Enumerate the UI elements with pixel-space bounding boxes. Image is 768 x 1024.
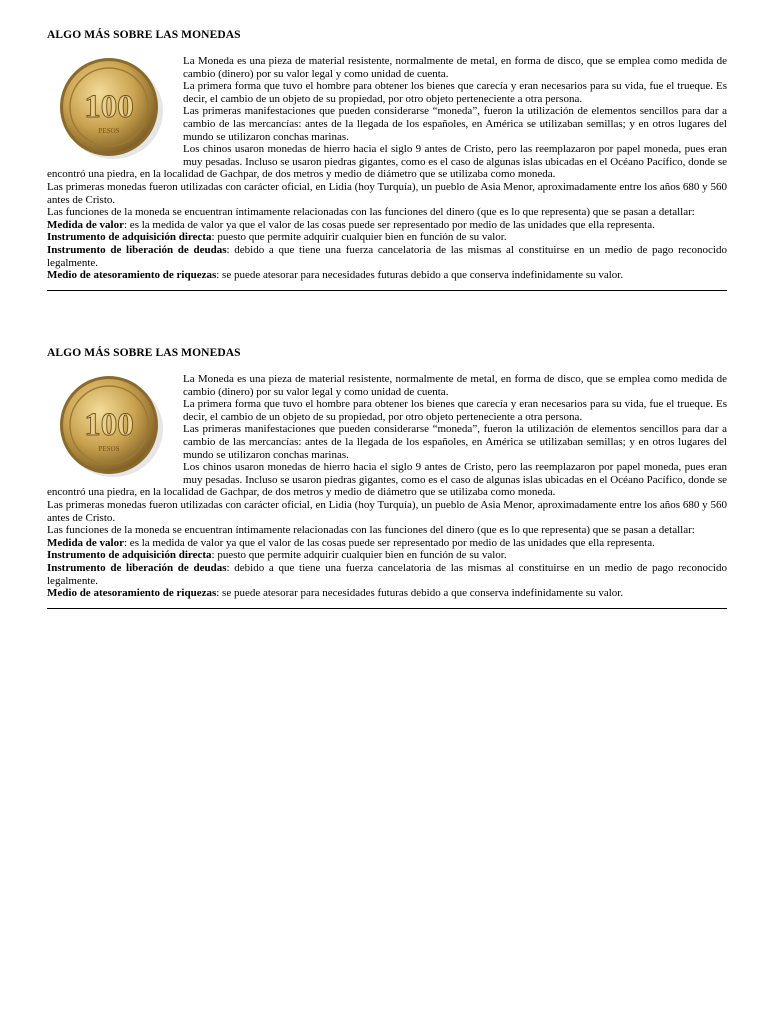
paragraph: La Moneda es una pieza de material resistente, normalmente de metal, en forma de disco, que se emplea como medida de cambio (dinero) por su valor legal y como unidad de cuenta. (183, 55, 727, 80)
function-item (47, 219, 727, 232)
section-divider (47, 608, 727, 609)
function-desc: : puesto que permite adquirir cualquier bien en función de su valor. (211, 231, 507, 244)
coin-numeral: 100 (84, 407, 134, 443)
function-term: Instrumento de liberación de deudas (47, 561, 227, 574)
function-desc: : es la medida de valor ya que el valor de las cosas puede ser representado por medio de las unidades que ella representa. (124, 218, 655, 231)
function-item (47, 587, 727, 600)
coin-image (55, 373, 167, 479)
function-term: Medio de atesoramiento de riquezas (47, 269, 217, 282)
coin-numeral: 100 (84, 89, 134, 125)
coin-word: PESOS (98, 445, 120, 453)
paragraph: La primera forma que tuvo el hombre para obtener los bienes que carecía y eran necesarios para su vida, fue el trueque. Es decir, el cambio de un objeto de su propiedad, por otro objeto perteneciente a otra persona. (183, 80, 727, 105)
section-title: ALGO MÁS SOBRE LAS MONEDAS (47, 29, 241, 41)
function-item (47, 537, 727, 550)
coin-section (47, 28, 727, 291)
function-item (47, 549, 727, 562)
paragraph: Las primeras manifestaciones que pueden considerarse “moneda”, fueron la utilización de elementos sencillos para dar a cambio de las mercancías: antes de la llegada de los españoles, en América se utilizaban semillas; y en otros lugares del mundo se utilizaron conchas marinas. (183, 105, 727, 143)
section-title: ALGO MÁS SOBRE LAS MONEDAS (47, 347, 241, 359)
function-term: Medida de valor (47, 536, 124, 549)
paragraph: Las funciones de la moneda se encuentran íntimamente relacionadas con las funciones del dinero (que es lo que representa) que se pasan a detallar: (47, 206, 695, 219)
function-item (47, 269, 727, 282)
section-body (47, 373, 727, 600)
function-item (47, 562, 727, 587)
function-item (47, 244, 727, 269)
section-divider (47, 290, 727, 291)
coin-image (55, 55, 167, 161)
paragraph: Las primeras monedas fueron utilizadas con carácter oficial, en Lidia (hoy Turquía), un pueblo de Asia Menor, aproximadamente entre los años 680 y 560 antes de Cristo. (47, 180, 727, 206)
function-desc: : debido a que tiene una fuerza cancelatoria de las mismas al constituirse en un medio de pago reconocido legalmente. (47, 243, 727, 269)
function-desc: : se puede atesorar para necesidades futuras debido a que conserva indefinidamente su valor. (216, 269, 624, 282)
function-term: Medio de atesoramiento de riquezas (47, 587, 217, 600)
function-term: Instrumento de adquisición directa (47, 549, 212, 562)
paragraph: La Moneda es una pieza de material resistente, normalmente de metal, en forma de disco, que se emplea como medida de cambio (dinero) por su valor legal y como unidad de cuenta. (183, 373, 727, 398)
paragraph: Los chinos usaron monedas de hierro hacia el siglo 9 antes de Cristo, pero las reemplazaron por papel moneda, pues eran muy pesadas. Incluso se usaron piedras gigantes, como es el caso de algunas islas ubicadas en el Océano Pacífico, donde se encontró una piedra, en la localidad de Gachpar, de dos metros y medio de diámetro que se utilizaba como moneda. (47, 461, 727, 499)
function-term: Medida de valor (47, 218, 124, 231)
paragraph: La primera forma que tuvo el hombre para obtener los bienes que carecía y eran necesarios para su vida, fue el trueque. Es decir, el cambio de un objeto de su propiedad, por otro objeto perteneciente a otra persona. (183, 398, 727, 423)
paragraph: Las primeras monedas fueron utilizadas con carácter oficial, en Lidia (hoy Turquía), un pueblo de Asia Menor, aproximadamente entre los años 680 y 560 antes de Cristo. (47, 498, 727, 524)
section-body (47, 55, 727, 282)
coin-word: PESOS (98, 127, 120, 135)
function-term: Instrumento de adquisición directa (47, 231, 212, 244)
paragraph: Los chinos usaron monedas de hierro hacia el siglo 9 antes de Cristo, pero las reemplazaron por papel moneda, pues eran muy pesadas. Incluso se usaron piedras gigantes, como es el caso de algunas islas ubicadas en el Océano Pacífico, donde se encontró una piedra, en la localidad de Gachpar, de dos metros y medio de diámetro que se utilizaba como moneda. (47, 143, 727, 181)
function-desc: : debido a que tiene una fuerza cancelatoria de las mismas al constituirse en un medio de pago reconocido legalmente. (47, 561, 727, 587)
function-desc: : es la medida de valor ya que el valor de las cosas puede ser representado por medio de las unidades que ella representa. (124, 536, 655, 549)
function-term: Instrumento de liberación de deudas (47, 243, 227, 256)
paragraph: Las primeras manifestaciones que pueden considerarse “moneda”, fueron la utilización de elementos sencillos para dar a cambio de las mercancías: antes de la llegada de los españoles, en América se utilizaban semillas; y en otros lugares del mundo se utilizaron conchas marinas. (183, 423, 727, 461)
function-desc: : se puede atesorar para necesidades futuras debido a que conserva indefinidamente su valor. (216, 587, 624, 600)
function-desc: : puesto que permite adquirir cualquier bien en función de su valor. (211, 549, 507, 562)
function-item (47, 231, 727, 244)
coin-section (47, 346, 727, 609)
paragraph: Las funciones de la moneda se encuentran íntimamente relacionadas con las funciones del dinero (que es lo que representa) que se pasan a detallar: (47, 524, 695, 537)
